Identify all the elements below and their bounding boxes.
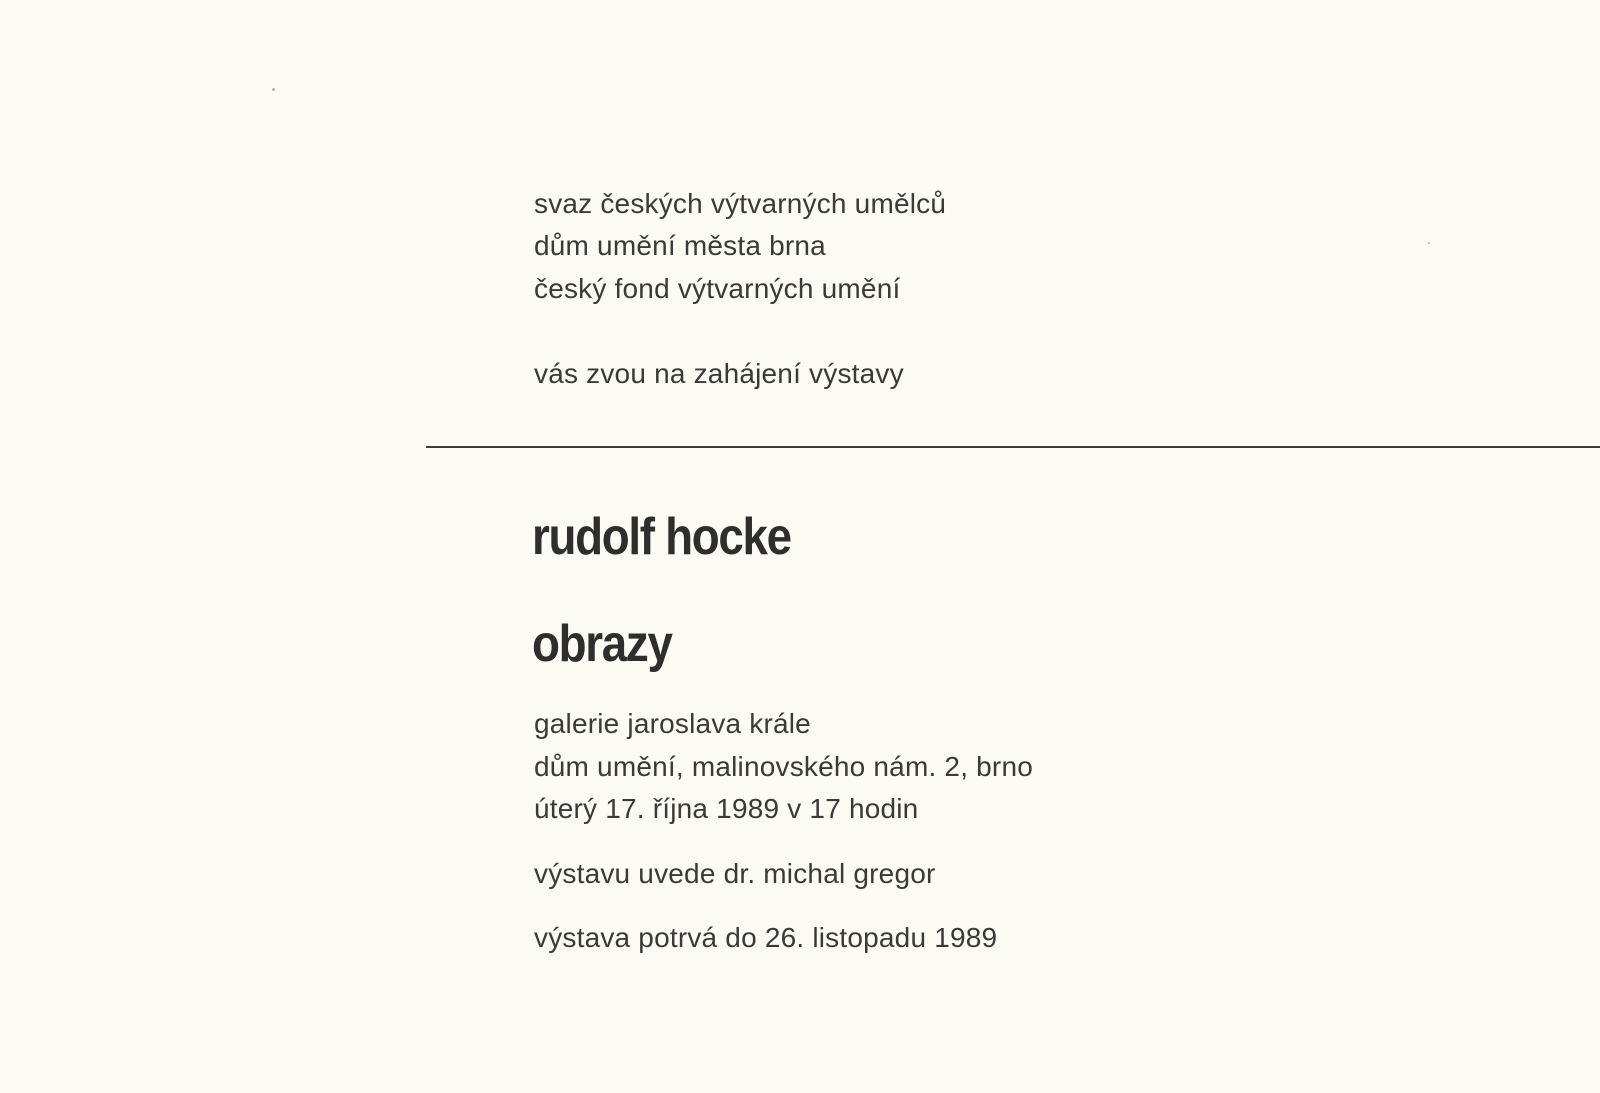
venue-line-2: dům umění, malinovského nám. 2, brno <box>534 751 1034 782</box>
venue-line-3: úterý 17. října 1989 v 17 hodin <box>534 793 919 824</box>
duration-text: výstava potrvá do 26. listopadu 1989 <box>534 922 998 953</box>
paper-speck <box>1428 242 1430 244</box>
exhibition-title: obrazy <box>532 615 672 673</box>
organizer-line-3: český fond výtvarných umění <box>534 273 901 304</box>
introduction-text: výstavu uvede dr. michal gregor <box>534 858 936 889</box>
artist-name: rudolf hocke <box>532 508 791 566</box>
invitation-text: vás zvou na zahájení výstavy <box>534 358 904 389</box>
organizer-line-1: svaz českých výtvarných umělců <box>534 188 947 219</box>
organizer-line-2: dům umění města brna <box>534 230 826 261</box>
venue-line-1: galerie jaroslava krále <box>534 708 811 739</box>
paper-speck <box>272 88 275 91</box>
divider-line <box>426 446 1600 448</box>
